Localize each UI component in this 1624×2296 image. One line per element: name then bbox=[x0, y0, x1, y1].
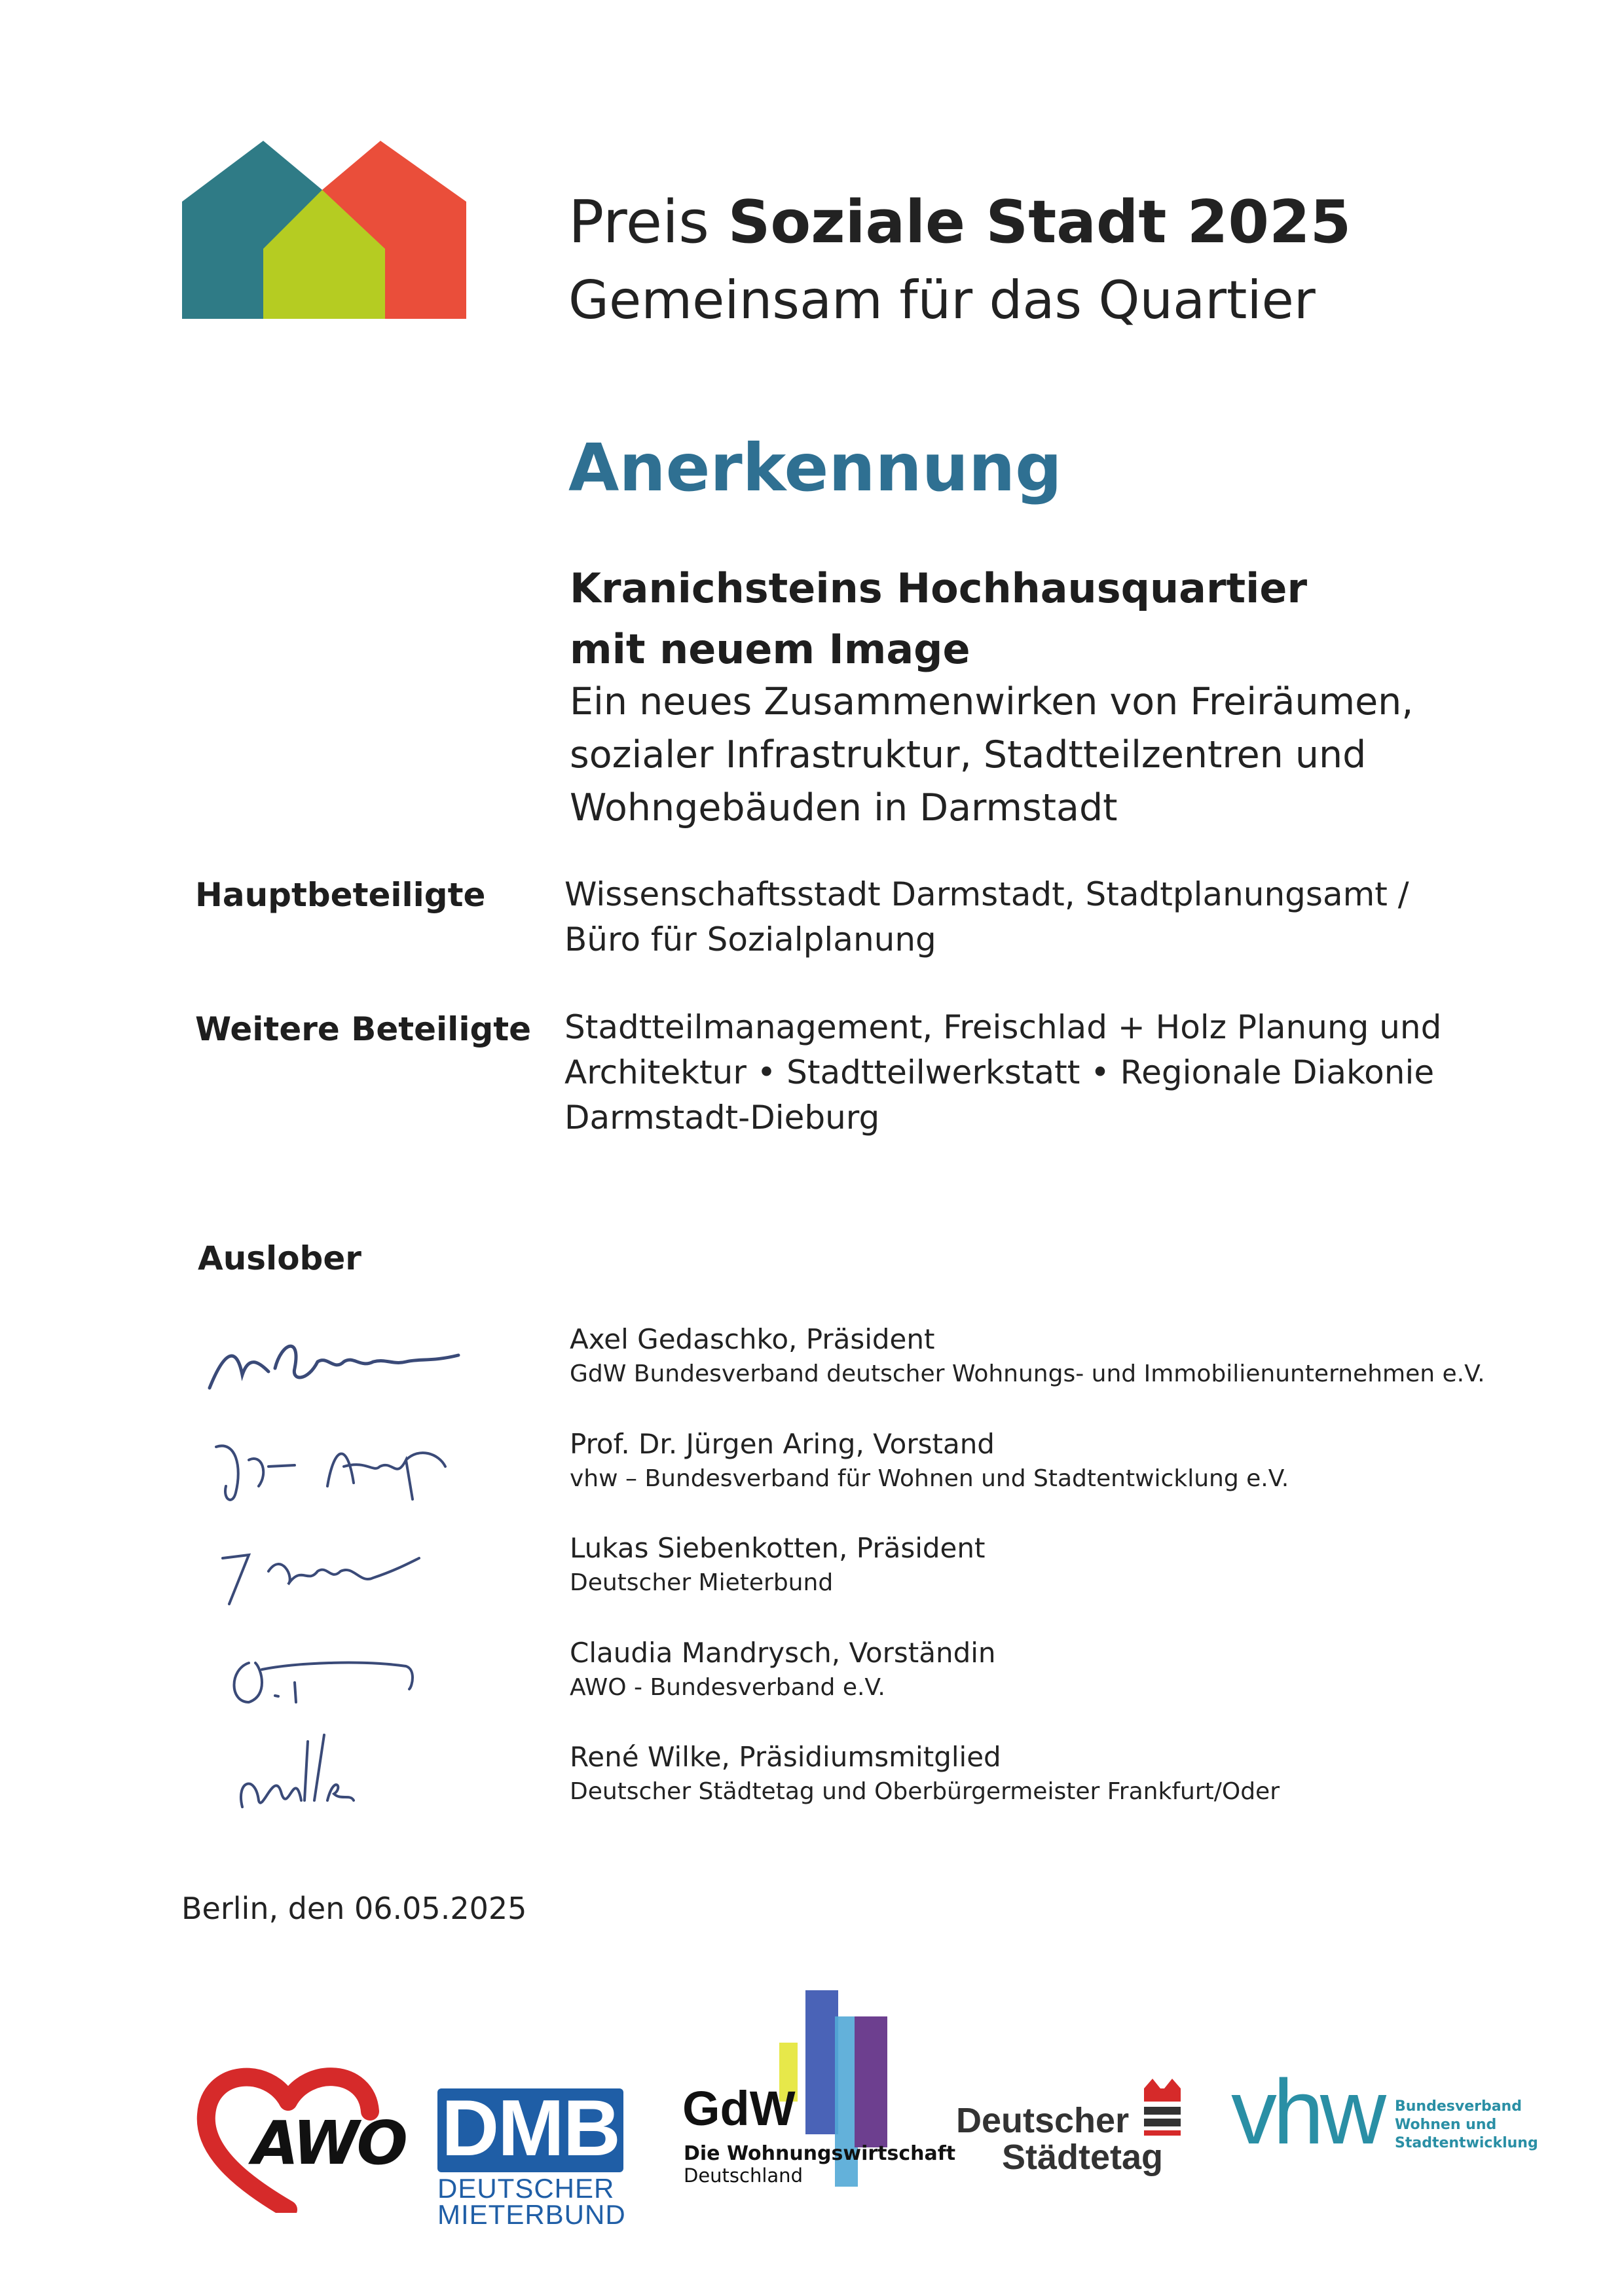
main-participants-label: Hauptbeteiligte bbox=[195, 876, 486, 914]
dmb-logo-line1: DEUTSCHER bbox=[437, 2173, 615, 2204]
staedtetag-logo-line1: Deutscher bbox=[956, 2101, 1130, 2140]
signature-aring bbox=[196, 1421, 485, 1519]
dmb-logo-line2: MIETERBUND bbox=[437, 2199, 626, 2230]
dmb-logo-letters: DMB bbox=[441, 2083, 619, 2172]
gdw-logo-text: GdW bbox=[682, 2081, 796, 2136]
vhw-logo-text: vhw bbox=[1231, 2060, 1382, 2163]
signature-wilke bbox=[196, 1728, 485, 1827]
sponsor-2: Prof. Dr. Jürgen Aring, Vorstand vhw – Bundesverband für Wohnen und Stadtentwicklung e.V. bbox=[570, 1428, 1289, 1492]
signature-siebenkotten bbox=[196, 1525, 485, 1624]
project-title: Kranichsteins Hochhausquartier mit neuem Image bbox=[570, 564, 1308, 673]
vhw-logo-subtitle: Bundesverband Wohnen und Stadtentwicklung bbox=[1395, 2098, 1538, 2151]
sponsors-label: Auslober bbox=[198, 1239, 361, 1277]
main-participants-value: Wissenschaftsstadt Darmstadt, Stadtplanungsamt / Büro für Sozialplanung bbox=[564, 875, 1409, 958]
sponsor-1: Axel Gedaschko, Präsident GdW Bundesverband deutscher Wohnungs- und Immobilienunternehmen e.V. bbox=[570, 1323, 1485, 1387]
page-subtitle: Gemeinsam für das Quartier bbox=[568, 270, 1316, 331]
staedtetag-city-icon bbox=[1141, 2075, 1184, 2138]
sponsor-5: René Wilke, Präsidiumsmitglied Deutscher Städtetag und Oberbürgermeister Frankfurt/Oder bbox=[570, 1741, 1280, 1805]
awo-logo-text: AWO bbox=[252, 2108, 405, 2178]
award-title: Anerkennung bbox=[568, 429, 1062, 506]
gdw-logo-line2: Deutschland bbox=[684, 2164, 803, 2187]
preis-soziale-stadt-logo bbox=[182, 141, 466, 319]
signature-mandrysch bbox=[196, 1630, 485, 1728]
sponsor-3: Lukas Siebenkotten, Präsident Deutscher Mieterbund bbox=[570, 1532, 986, 1596]
issue-date: Berlin, den 06.05.2025 bbox=[181, 1891, 527, 1926]
staedtetag-logo-line2: Städtetag bbox=[1002, 2138, 1164, 2177]
further-participants-label: Weitere Beteiligte bbox=[195, 1010, 532, 1048]
project-description: Ein neues Zusammenwirken von Freiräumen, sozialer Infrastruktur, Stadtteilzentren und Wohngebäuden in Darmstadt bbox=[570, 680, 1414, 829]
page-title: Preis Soziale Stadt 2025 bbox=[568, 188, 1352, 257]
sponsor-4: Claudia Mandrysch, Vorständin AWO - Bundesverband e.V. bbox=[570, 1637, 996, 1701]
further-participants-value: Stadtteilmanagement, Freischlad + Holz Planung und Architektur • Stadtteilwerkstatt • Regionale Diakonie Darmstadt-Dieburg bbox=[564, 1008, 1442, 1137]
signature-gedaschko bbox=[196, 1316, 485, 1414]
gdw-logo-line1: Die Wohnungswirtschaft bbox=[684, 2142, 956, 2165]
